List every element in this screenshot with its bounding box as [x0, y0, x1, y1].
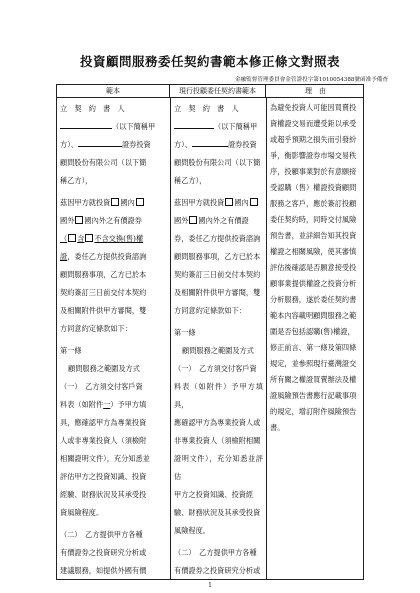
checkbox-domestic-foreign: [189, 216, 197, 224]
article-subheading: 顧問服務之範圍及方式: [68, 364, 140, 373]
checkbox-domestic-foreign: [75, 216, 83, 224]
current-template-column: 立 契 約 書 人 （以下簡稱甲 方）、 證券投資 顧問股份有限公司（以下簡 稱乙方）， 茲因甲方就投資 國內 國外 國內外之有價證 券，委任乙方提供投資諮詢 顧問服務事項，乙方已於本 契約簽訂三日前交付本契約 及相關附件供甲方審閱，雙 方同意約定條款如下： 第一條 顧問服務之範圍及方式 （一） 乙方須交付客戶資 料表（如附件）予甲方填具， 應確認甲方為專業投資人或 非專業投資人（須檢附相關 證明文件），充分知悉並評估 甲方之投資知識、投資經 驗、財務狀況及其承受投資 風險程度。 （二） 乙方提供甲方各種 有價證券之投資研究分析或: [171, 98, 266, 579]
checkbox-foreign: [250, 198, 258, 206]
approval-reference: 金融監督管理委員會金管證投字第1010054388號函准予備查: [234, 77, 388, 83]
checkbox-domestic: [225, 198, 233, 206]
article-heading: 第一條: [60, 346, 82, 355]
party-line: 立 契 約 書 人: [174, 104, 239, 113]
comparison-table: [56, 84, 364, 580]
blank-line: [78, 138, 122, 147]
template-column: 立 契 約 書 人 （以下簡稱甲 方）、 證券投資 顧問股份有限公司（以下簡 稱乙方）， 茲因甲方就投資 國內 國外 國內外之有價證券 （ 含 不含交換(售)權 證，委任乙方提供投資諮詢 顧問服務事項，乙方已於本 契約簽訂三日前交付本契約 及相關附件供甲方審閱，雙 方同意約定條款如下： 第一條 顧問服務之範圍及方式 （一） 乙方須交付客戶資 料表（如附件一）予甲方填 具，應確認甲方為專業投資 人或非專業投資人（須檢附 相關證明文件），充分知悉並 評估甲方之投資知識、投資 經驗、財務狀況及其承受投 資風險程度。 （二） 乙方提供甲方各種 有價證券之投資研究分析或 建議服務，如提供外國有價: [57, 98, 170, 579]
party-line: 立 契 約 書 人: [60, 104, 125, 113]
article-subheading: 顧問服務之範圍及方式: [182, 346, 254, 355]
blank-line: [174, 120, 214, 129]
party-line: 方）、 證券投資: [174, 140, 257, 149]
checkbox-domestic: [111, 198, 119, 206]
preamble-line: 茲因甲方就投資 國內: [60, 194, 167, 212]
checkbox-foreign: [136, 198, 144, 206]
header-current-template: 現行投顧委任契約書範本: [170, 85, 266, 98]
blank-line: [60, 120, 112, 129]
preamble-line: 茲因甲方就投資 國內: [174, 194, 263, 212]
reason-column: 為避免投資人可能因買賣投 資權證交易而遭受鉅以承受 或超乎預期之損失而引發紛 爭，衡影響證券市場交易秩 序，投顧事業對於有意願接 受認購（售）權證投資顧問 服務之客戶，應於簽訂投顧 委任契約時，同時交付風險 預告書，並詳細告知其投資 權證之相關風險，使其審慎 評估後確認是否願意接受投 顧事業提供權證之投資分析 分析服務，遂於委任契約書 範本內容載明顧問服務之範 圍是否包括認購(售)權證， 修正前言、第一條及第四條 規定，並參照現行臺灣證交 所有關之權證買賣辦法及權 證風險預告書應行記載事項 的規定，增訂附件風險預告 書。: [270, 103, 357, 432]
party-line: （以下簡稱甲: [174, 118, 263, 136]
header-reason: 理 由: [266, 85, 364, 98]
party-line: （以下簡稱甲: [60, 118, 167, 136]
party-line: 方）、 證券投資: [60, 140, 151, 149]
checkbox-exclude: [85, 234, 93, 242]
checkbox-include: [68, 234, 76, 242]
page-number: 1: [208, 582, 212, 589]
blank-line: [192, 138, 228, 147]
article-heading: 第一條: [174, 328, 196, 337]
header-template: 範本: [57, 85, 170, 98]
document-title: 投資顧問服務委任契約書範本修正條文對照表: [79, 54, 340, 69]
